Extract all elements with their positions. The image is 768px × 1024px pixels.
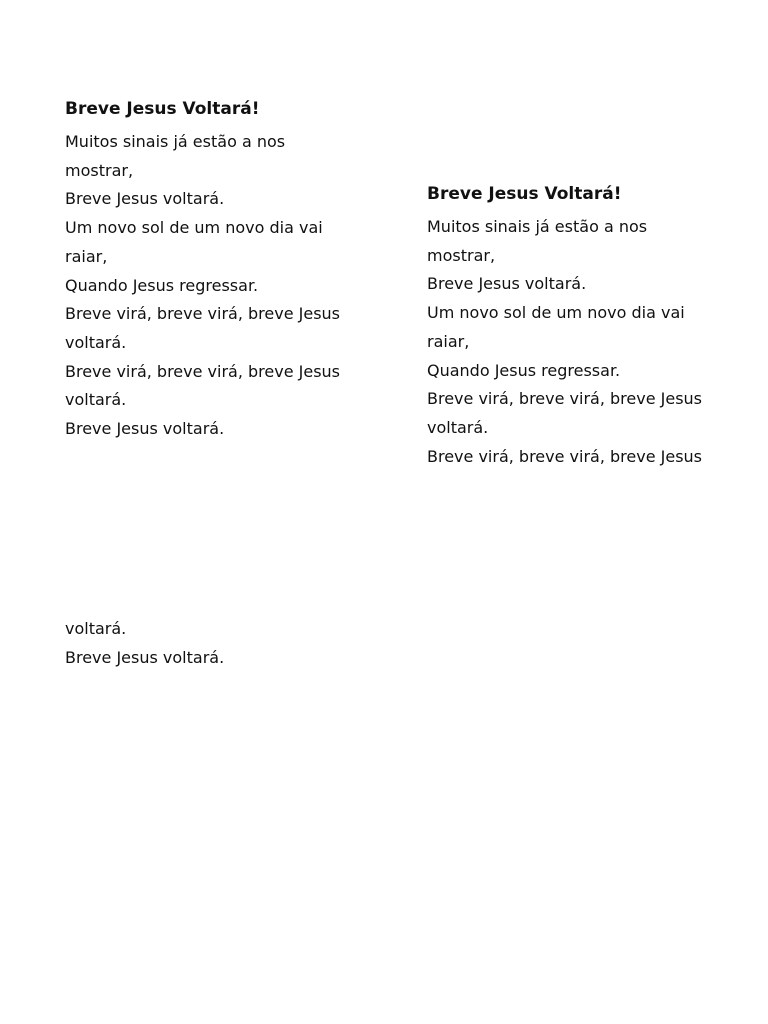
lyric-line: Quando Jesus regressar. [65, 275, 259, 295]
lyric-line: Breve Jesus voltará. [65, 189, 225, 209]
lyrics-block-left [65, 97, 365, 444]
lyric-line: Muitos sinais já estão a nos [65, 132, 286, 151]
song-title-left: Breve Jesus Voltará! [65, 99, 260, 119]
lyric-line: Breve Jesus voltará. [427, 274, 587, 294]
lyric-line: Breve virá, breve virá, breve Jesus [65, 361, 341, 381]
lyric-line: Breve virá, breve virá, breve Jesus [427, 389, 703, 409]
lyric-line: Breve Jesus voltará. [65, 419, 225, 439]
lyric-line: raiar, [65, 246, 108, 266]
lyric-line: Breve virá, breve virá, breve Jesus [65, 304, 341, 324]
lyric-line: raiar, [427, 331, 470, 351]
lyric-line: voltará. [65, 390, 127, 410]
lyric-line: mostrar, [65, 160, 134, 180]
lyric-line: Breve virá, breve virá, breve Jesus [427, 446, 703, 466]
lyric-line: voltará. [427, 417, 489, 437]
song-title-right: Breve Jesus Voltará! [427, 184, 622, 204]
lyric-line: voltará. [65, 619, 127, 638]
lyric-line: Quando Jesus regressar. [427, 360, 621, 380]
lyric-line: mostrar, [427, 245, 496, 265]
lyrics-block-right [427, 182, 727, 471]
lyric-line: Muitos sinais já estão a nos [427, 217, 648, 236]
lyrics-block-continued [65, 615, 365, 672]
lyric-line: Breve Jesus voltará. [65, 647, 225, 667]
lyric-line: Um novo sol de um novo dia vai [65, 218, 323, 238]
lyric-line: voltará. [65, 332, 127, 352]
lyric-line: Um novo sol de um novo dia vai [427, 303, 685, 323]
